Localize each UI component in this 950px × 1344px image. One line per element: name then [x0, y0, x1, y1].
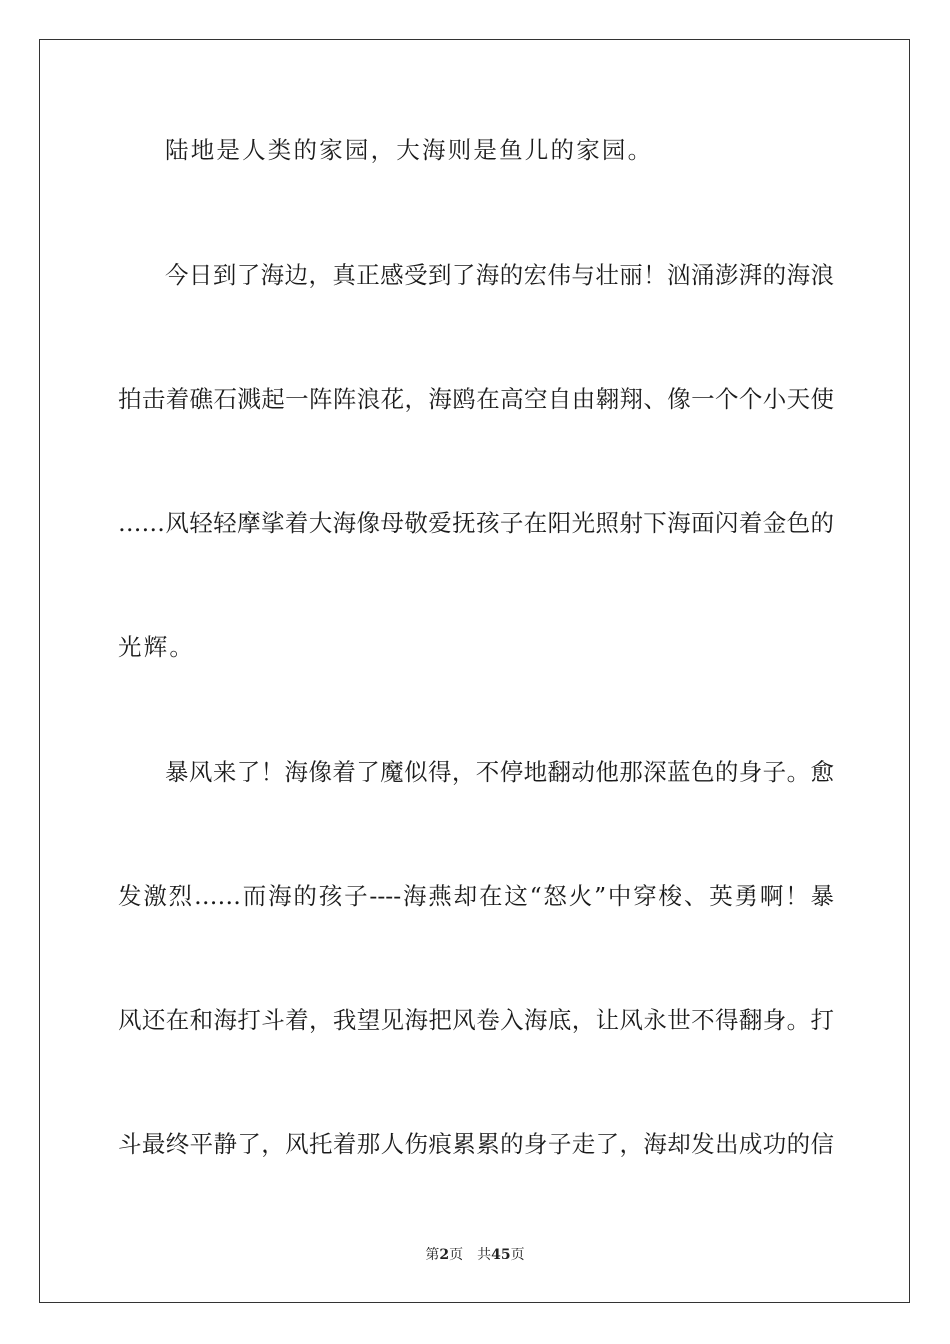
total-label-prefix: 共 [477, 1247, 492, 1263]
paragraph-line: 陆地是人类的家园，大海则是鱼儿的家园。 [165, 136, 654, 164]
current-page-number: 2 [439, 1247, 450, 1263]
paragraph-line: 光辉。 [118, 633, 196, 661]
paragraph-line: 拍击着礁石溅起一阵阵浪花，海鸥在高空自由翱翔、像一个个小天使 [118, 385, 834, 413]
page-footer [0, 1245, 950, 1265]
paragraph-line: 斗最终平静了，风托着那人伤痕累累的身子走了，海却发出成功的信 [118, 1130, 834, 1158]
page-label-prefix: 第 [425, 1247, 440, 1263]
paragraph-line: ……风轻轻摩挲着大海像母敬爱抚孩子在阳光照射下海面闪着金色的 [118, 509, 834, 537]
paragraph-line: 发激烈……而海的孩子----海燕却在这“怒火”中穿梭、英勇啊！暴 [118, 882, 834, 910]
page-label-suffix: 页 [449, 1247, 464, 1263]
paragraph-line: 暴风来了！海像着了魔似得，不停地翻动他那深蓝色的身子。愈 [165, 758, 834, 786]
total-label-suffix: 页 [510, 1247, 525, 1263]
page-border [39, 39, 910, 1303]
paragraph-line: 风还在和海打斗着，我望见海把风卷入海底，让风永世不得翻身。打 [118, 1006, 834, 1034]
paragraph-line: 今日到了海边，真正感受到了海的宏伟与壮丽！汹涌澎湃的海浪 [165, 261, 834, 289]
total-page-number: 45 [491, 1247, 511, 1263]
